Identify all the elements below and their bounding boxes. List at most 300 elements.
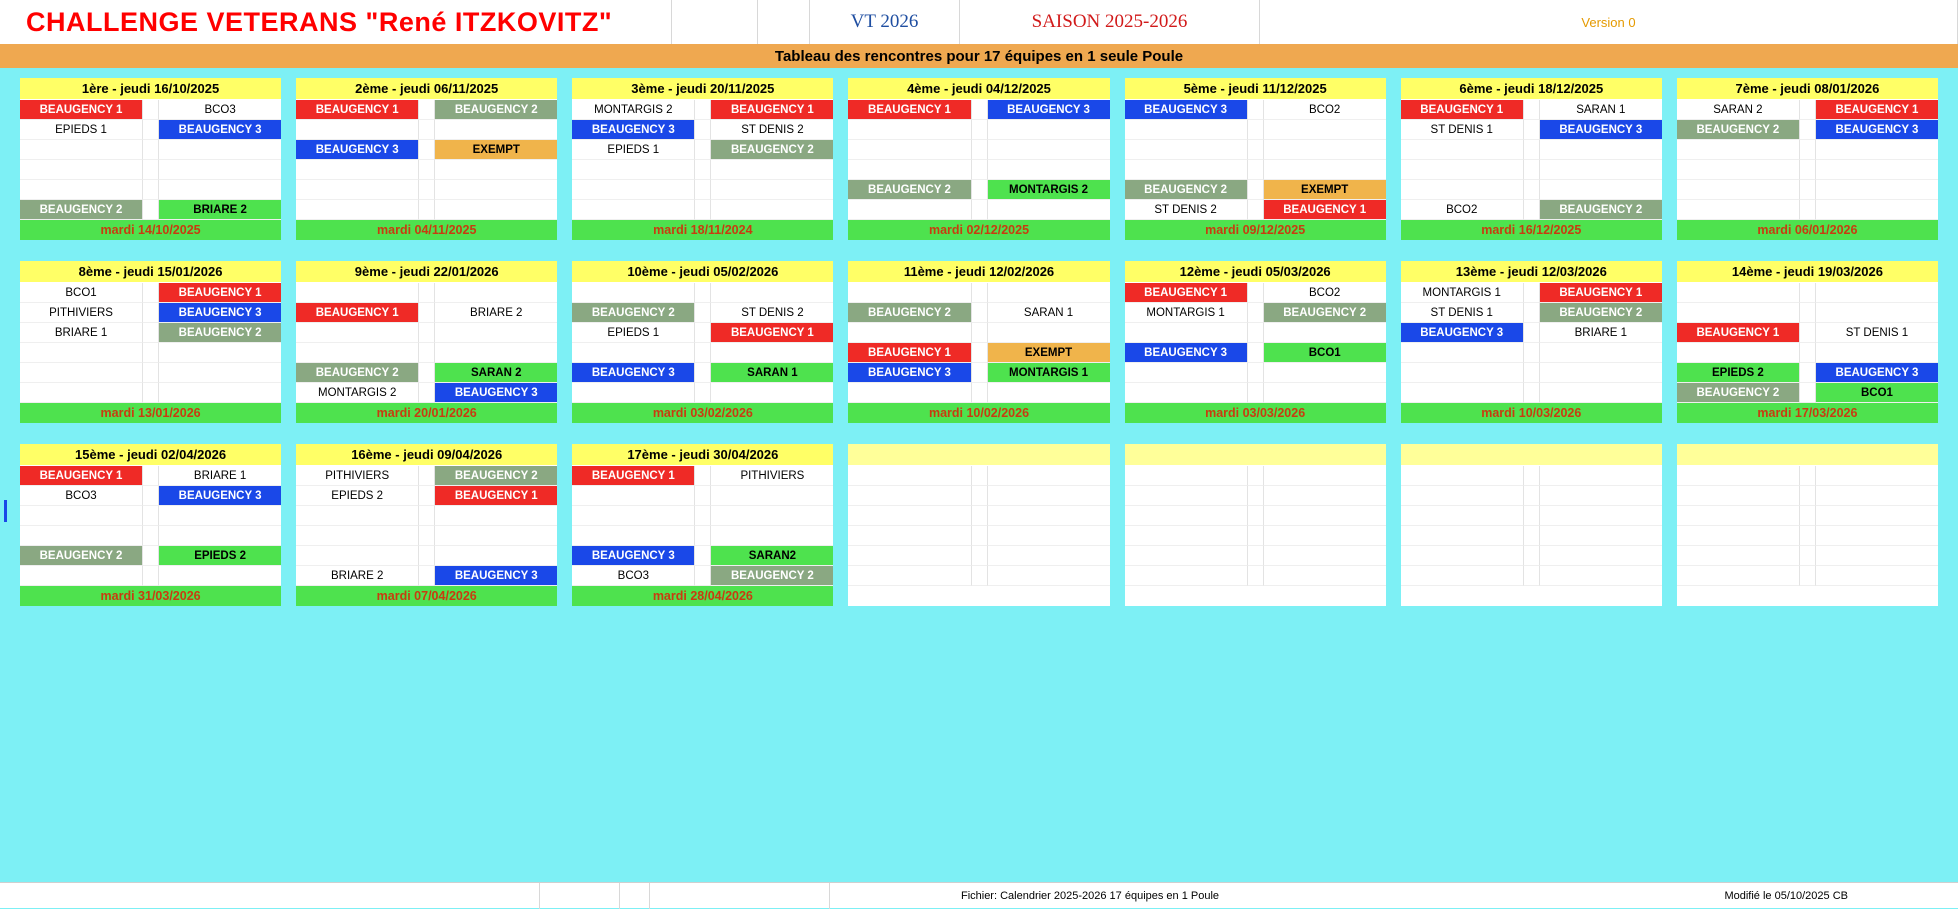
score-cell[interactable] xyxy=(972,180,988,200)
team-cell[interactable] xyxy=(1125,506,1248,526)
team-cell[interactable] xyxy=(1401,383,1524,403)
team-cell[interactable] xyxy=(1125,323,1248,343)
team-cell[interactable]: BEAUGENCY 1 xyxy=(435,486,557,506)
team-cell[interactable]: MONTARGIS 1 xyxy=(988,363,1110,383)
score-cell[interactable] xyxy=(143,323,159,343)
score-cell[interactable] xyxy=(972,323,988,343)
team-cell[interactable]: BEAUGENCY 1 xyxy=(1264,200,1386,220)
team-cell[interactable] xyxy=(296,180,419,200)
team-cell[interactable]: BEAUGENCY 2 xyxy=(1677,383,1800,403)
score-cell[interactable] xyxy=(419,566,435,586)
team-cell[interactable] xyxy=(1677,506,1800,526)
team-cell[interactable] xyxy=(1401,546,1524,566)
team-cell[interactable]: BEAUGENCY 3 xyxy=(159,120,281,140)
score-cell[interactable] xyxy=(1524,200,1540,220)
team-cell[interactable] xyxy=(1264,363,1386,383)
score-cell[interactable] xyxy=(419,486,435,506)
score-cell[interactable] xyxy=(1800,466,1816,486)
score-cell[interactable] xyxy=(1800,486,1816,506)
team-cell[interactable]: BRIARE 2 xyxy=(435,303,557,323)
team-cell[interactable]: BRIARE 1 xyxy=(159,466,281,486)
score-cell[interactable] xyxy=(1248,283,1264,303)
team-cell[interactable] xyxy=(296,283,419,303)
score-cell[interactable] xyxy=(972,546,988,566)
score-cell[interactable] xyxy=(1800,566,1816,586)
team-cell[interactable] xyxy=(848,486,971,506)
team-cell[interactable] xyxy=(1401,466,1524,486)
team-cell[interactable]: ST DENIS 1 xyxy=(1401,303,1524,323)
team-cell[interactable] xyxy=(1816,200,1938,220)
team-cell[interactable]: BEAUGENCY 3 xyxy=(1125,343,1248,363)
team-cell[interactable] xyxy=(848,566,971,586)
team-cell[interactable] xyxy=(848,160,971,180)
team-cell[interactable] xyxy=(1540,160,1662,180)
team-cell[interactable] xyxy=(435,546,557,566)
score-cell[interactable] xyxy=(1248,323,1264,343)
score-cell[interactable] xyxy=(695,140,711,160)
team-cell[interactable]: EXEMPT xyxy=(988,343,1110,363)
team-cell[interactable] xyxy=(1264,506,1386,526)
score-cell[interactable] xyxy=(1800,323,1816,343)
team-cell[interactable] xyxy=(296,526,419,546)
team-cell[interactable]: PITHIVIERS xyxy=(711,466,833,486)
team-cell[interactable]: BEAUGENCY 2 xyxy=(296,363,419,383)
team-cell[interactable] xyxy=(1401,506,1524,526)
team-cell[interactable] xyxy=(1125,160,1248,180)
score-cell[interactable] xyxy=(972,200,988,220)
team-cell[interactable]: BRIARE 1 xyxy=(1540,323,1662,343)
score-cell[interactable] xyxy=(1524,323,1540,343)
team-cell[interactable] xyxy=(1264,383,1386,403)
team-cell[interactable]: SARAN 1 xyxy=(711,363,833,383)
team-cell[interactable] xyxy=(159,566,281,586)
score-cell[interactable] xyxy=(972,363,988,383)
team-cell[interactable] xyxy=(20,506,143,526)
team-cell[interactable]: BEAUGENCY 1 xyxy=(848,100,971,120)
team-cell[interactable] xyxy=(20,180,143,200)
team-cell[interactable] xyxy=(1816,303,1938,323)
team-cell[interactable] xyxy=(848,506,971,526)
score-cell[interactable] xyxy=(1524,343,1540,363)
team-cell[interactable] xyxy=(988,160,1110,180)
team-cell[interactable] xyxy=(20,566,143,586)
team-cell[interactable] xyxy=(1401,363,1524,383)
team-cell[interactable]: BEAUGENCY 3 xyxy=(435,383,557,403)
team-cell[interactable]: BEAUGENCY 1 xyxy=(1677,323,1800,343)
score-cell[interactable] xyxy=(972,160,988,180)
team-cell[interactable]: BEAUGENCY 3 xyxy=(435,566,557,586)
score-cell[interactable] xyxy=(1248,486,1264,506)
score-cell[interactable] xyxy=(419,120,435,140)
team-cell[interactable] xyxy=(1677,303,1800,323)
team-cell[interactable]: BEAUGENCY 2 xyxy=(711,566,833,586)
score-cell[interactable] xyxy=(1524,140,1540,160)
team-cell[interactable] xyxy=(988,323,1110,343)
score-cell[interactable] xyxy=(1524,526,1540,546)
score-cell[interactable] xyxy=(1524,466,1540,486)
team-cell[interactable]: BEAUGENCY 2 xyxy=(1264,303,1386,323)
team-cell[interactable]: BEAUGENCY 1 xyxy=(296,303,419,323)
score-cell[interactable] xyxy=(1800,200,1816,220)
score-cell[interactable] xyxy=(695,343,711,363)
team-cell[interactable] xyxy=(1677,200,1800,220)
team-cell[interactable] xyxy=(435,506,557,526)
team-cell[interactable] xyxy=(1677,546,1800,566)
team-cell[interactable] xyxy=(296,343,419,363)
team-cell[interactable] xyxy=(988,120,1110,140)
team-cell[interactable] xyxy=(1677,180,1800,200)
score-cell[interactable] xyxy=(419,323,435,343)
team-cell[interactable] xyxy=(1816,160,1938,180)
team-cell[interactable] xyxy=(159,343,281,363)
score-cell[interactable] xyxy=(143,546,159,566)
team-cell[interactable]: BEAUGENCY 3 xyxy=(1816,363,1938,383)
team-cell[interactable]: BEAUGENCY 3 xyxy=(1816,120,1938,140)
team-cell[interactable]: BCO2 xyxy=(1401,200,1524,220)
team-cell[interactable] xyxy=(1264,120,1386,140)
score-cell[interactable] xyxy=(695,526,711,546)
team-cell[interactable] xyxy=(20,140,143,160)
score-cell[interactable] xyxy=(695,283,711,303)
score-cell[interactable] xyxy=(143,526,159,546)
team-cell[interactable] xyxy=(435,526,557,546)
score-cell[interactable] xyxy=(419,383,435,403)
team-cell[interactable] xyxy=(1401,343,1524,363)
team-cell[interactable] xyxy=(1816,343,1938,363)
team-cell[interactable] xyxy=(20,160,143,180)
team-cell[interactable]: BEAUGENCY 1 xyxy=(1125,283,1248,303)
team-cell[interactable] xyxy=(572,526,695,546)
team-cell[interactable] xyxy=(435,160,557,180)
team-cell[interactable]: MONTARGIS 2 xyxy=(988,180,1110,200)
team-cell[interactable] xyxy=(20,363,143,383)
score-cell[interactable] xyxy=(143,566,159,586)
team-cell[interactable] xyxy=(988,566,1110,586)
team-cell[interactable]: BEAUGENCY 3 xyxy=(572,120,695,140)
team-cell[interactable] xyxy=(1401,566,1524,586)
team-cell[interactable] xyxy=(711,506,833,526)
score-cell[interactable] xyxy=(972,466,988,486)
team-cell[interactable]: BEAUGENCY 2 xyxy=(848,180,971,200)
score-cell[interactable] xyxy=(1248,100,1264,120)
team-cell[interactable] xyxy=(711,343,833,363)
team-cell[interactable] xyxy=(988,200,1110,220)
team-cell[interactable] xyxy=(1264,323,1386,343)
score-cell[interactable] xyxy=(1524,160,1540,180)
team-cell[interactable] xyxy=(1401,160,1524,180)
team-cell[interactable]: BCO2 xyxy=(1264,283,1386,303)
score-cell[interactable] xyxy=(1800,140,1816,160)
team-cell[interactable] xyxy=(848,120,971,140)
team-cell[interactable]: MONTARGIS 2 xyxy=(572,100,695,120)
team-cell[interactable] xyxy=(1125,526,1248,546)
team-cell[interactable] xyxy=(848,283,971,303)
score-cell[interactable] xyxy=(1524,506,1540,526)
score-cell[interactable] xyxy=(1248,566,1264,586)
team-cell[interactable] xyxy=(711,526,833,546)
team-cell[interactable] xyxy=(1540,180,1662,200)
team-cell[interactable] xyxy=(20,343,143,363)
team-cell[interactable] xyxy=(1264,160,1386,180)
team-cell[interactable] xyxy=(988,526,1110,546)
team-cell[interactable]: BEAUGENCY 1 xyxy=(1816,100,1938,120)
team-cell[interactable] xyxy=(1264,466,1386,486)
score-cell[interactable] xyxy=(419,526,435,546)
score-cell[interactable] xyxy=(695,466,711,486)
team-cell[interactable]: BEAUGENCY 2 xyxy=(1540,303,1662,323)
score-cell[interactable] xyxy=(1800,283,1816,303)
team-cell[interactable] xyxy=(572,200,695,220)
score-cell[interactable] xyxy=(419,466,435,486)
score-cell[interactable] xyxy=(1248,120,1264,140)
score-cell[interactable] xyxy=(419,506,435,526)
team-cell[interactable] xyxy=(159,180,281,200)
team-cell[interactable] xyxy=(848,546,971,566)
score-cell[interactable] xyxy=(419,180,435,200)
team-cell[interactable]: BCO3 xyxy=(20,486,143,506)
team-cell[interactable] xyxy=(159,506,281,526)
team-cell[interactable] xyxy=(1125,383,1248,403)
score-cell[interactable] xyxy=(1800,100,1816,120)
score-cell[interactable] xyxy=(1248,160,1264,180)
team-cell[interactable] xyxy=(296,506,419,526)
team-cell[interactable]: EXEMPT xyxy=(1264,180,1386,200)
team-cell[interactable] xyxy=(435,200,557,220)
score-cell[interactable] xyxy=(1800,303,1816,323)
score-cell[interactable] xyxy=(1524,180,1540,200)
team-cell[interactable] xyxy=(848,140,971,160)
team-cell[interactable]: BEAUGENCY 1 xyxy=(296,100,419,120)
team-cell[interactable]: EPIEDS 1 xyxy=(572,323,695,343)
team-cell[interactable] xyxy=(572,283,695,303)
team-cell[interactable]: BEAUGENCY 3 xyxy=(159,303,281,323)
score-cell[interactable] xyxy=(1800,120,1816,140)
team-cell[interactable]: EPIEDS 2 xyxy=(1677,363,1800,383)
score-cell[interactable] xyxy=(695,200,711,220)
score-cell[interactable] xyxy=(972,140,988,160)
score-cell[interactable] xyxy=(1524,363,1540,383)
score-cell[interactable] xyxy=(695,100,711,120)
team-cell[interactable] xyxy=(1125,566,1248,586)
score-cell[interactable] xyxy=(419,100,435,120)
team-cell[interactable] xyxy=(1677,566,1800,586)
team-cell[interactable]: ST DENIS 1 xyxy=(1816,323,1938,343)
team-cell[interactable] xyxy=(1816,526,1938,546)
score-cell[interactable] xyxy=(695,323,711,343)
team-cell[interactable] xyxy=(988,383,1110,403)
team-cell[interactable]: ST DENIS 2 xyxy=(1125,200,1248,220)
score-cell[interactable] xyxy=(695,180,711,200)
team-cell[interactable]: BRIARE 1 xyxy=(20,323,143,343)
score-cell[interactable] xyxy=(143,303,159,323)
team-cell[interactable]: SARAN 1 xyxy=(1540,100,1662,120)
team-cell[interactable] xyxy=(20,383,143,403)
team-cell[interactable] xyxy=(988,486,1110,506)
score-cell[interactable] xyxy=(1248,363,1264,383)
team-cell[interactable] xyxy=(1540,566,1662,586)
score-cell[interactable] xyxy=(695,160,711,180)
team-cell[interactable]: BEAUGENCY 2 xyxy=(20,200,143,220)
team-cell[interactable]: BEAUGENCY 2 xyxy=(711,140,833,160)
team-cell[interactable] xyxy=(1816,466,1938,486)
score-cell[interactable] xyxy=(695,506,711,526)
team-cell[interactable] xyxy=(1540,343,1662,363)
score-cell[interactable] xyxy=(972,100,988,120)
score-cell[interactable] xyxy=(419,200,435,220)
team-cell[interactable] xyxy=(1540,140,1662,160)
team-cell[interactable] xyxy=(1125,546,1248,566)
team-cell[interactable] xyxy=(572,180,695,200)
team-cell[interactable] xyxy=(20,526,143,546)
team-cell[interactable]: BEAUGENCY 3 xyxy=(572,546,695,566)
team-cell[interactable]: ST DENIS 1 xyxy=(1401,120,1524,140)
score-cell[interactable] xyxy=(143,363,159,383)
score-cell[interactable] xyxy=(1800,383,1816,403)
team-cell[interactable]: BEAUGENCY 1 xyxy=(20,466,143,486)
score-cell[interactable] xyxy=(143,120,159,140)
team-cell[interactable]: BEAUGENCY 2 xyxy=(1677,120,1800,140)
team-cell[interactable] xyxy=(435,180,557,200)
team-cell[interactable]: BEAUGENCY 2 xyxy=(1125,180,1248,200)
score-cell[interactable] xyxy=(972,506,988,526)
team-cell[interactable] xyxy=(711,180,833,200)
score-cell[interactable] xyxy=(695,303,711,323)
score-cell[interactable] xyxy=(1800,546,1816,566)
team-cell[interactable] xyxy=(1125,140,1248,160)
score-cell[interactable] xyxy=(1248,200,1264,220)
team-cell[interactable] xyxy=(1264,526,1386,546)
team-cell[interactable]: SARAN 2 xyxy=(435,363,557,383)
team-cell[interactable]: BEAUGENCY 2 xyxy=(20,546,143,566)
team-cell[interactable] xyxy=(296,120,419,140)
score-cell[interactable] xyxy=(695,383,711,403)
team-cell[interactable] xyxy=(1125,466,1248,486)
team-cell[interactable] xyxy=(572,506,695,526)
team-cell[interactable]: BEAUGENCY 3 xyxy=(1125,100,1248,120)
team-cell[interactable]: BEAUGENCY 3 xyxy=(1401,323,1524,343)
score-cell[interactable] xyxy=(972,283,988,303)
team-cell[interactable] xyxy=(435,323,557,343)
score-cell[interactable] xyxy=(1248,526,1264,546)
team-cell[interactable] xyxy=(848,383,971,403)
score-cell[interactable] xyxy=(1248,546,1264,566)
team-cell[interactable] xyxy=(988,466,1110,486)
team-cell[interactable] xyxy=(159,526,281,546)
score-cell[interactable] xyxy=(695,546,711,566)
score-cell[interactable] xyxy=(972,486,988,506)
team-cell[interactable]: ST DENIS 2 xyxy=(711,303,833,323)
score-cell[interactable] xyxy=(143,140,159,160)
team-cell[interactable] xyxy=(435,120,557,140)
team-cell[interactable]: BEAUGENCY 3 xyxy=(988,100,1110,120)
team-cell[interactable] xyxy=(159,383,281,403)
team-cell[interactable]: BCO1 xyxy=(1264,343,1386,363)
team-cell[interactable]: BEAUGENCY 1 xyxy=(711,100,833,120)
team-cell[interactable] xyxy=(1540,506,1662,526)
score-cell[interactable] xyxy=(143,283,159,303)
score-cell[interactable] xyxy=(972,526,988,546)
score-cell[interactable] xyxy=(972,343,988,363)
team-cell[interactable] xyxy=(1401,486,1524,506)
team-cell[interactable]: BEAUGENCY 3 xyxy=(296,140,419,160)
team-cell[interactable]: BCO3 xyxy=(159,100,281,120)
team-cell[interactable] xyxy=(572,160,695,180)
team-cell[interactable]: BRIARE 2 xyxy=(159,200,281,220)
score-cell[interactable] xyxy=(695,486,711,506)
team-cell[interactable] xyxy=(1401,180,1524,200)
team-cell[interactable]: BEAUGENCY 3 xyxy=(1540,120,1662,140)
team-cell[interactable]: EPIEDS 1 xyxy=(572,140,695,160)
team-cell[interactable] xyxy=(1125,120,1248,140)
team-cell[interactable] xyxy=(848,323,971,343)
score-cell[interactable] xyxy=(419,160,435,180)
team-cell[interactable]: PITHIVIERS xyxy=(20,303,143,323)
team-cell[interactable] xyxy=(711,486,833,506)
team-cell[interactable]: EXEMPT xyxy=(435,140,557,160)
team-cell[interactable] xyxy=(1677,283,1800,303)
score-cell[interactable] xyxy=(143,466,159,486)
score-cell[interactable] xyxy=(419,546,435,566)
score-cell[interactable] xyxy=(143,100,159,120)
team-cell[interactable]: BEAUGENCY 2 xyxy=(435,100,557,120)
team-cell[interactable]: BEAUGENCY 1 xyxy=(20,100,143,120)
team-cell[interactable] xyxy=(711,160,833,180)
score-cell[interactable] xyxy=(1524,100,1540,120)
team-cell[interactable]: BCO1 xyxy=(1816,383,1938,403)
team-cell[interactable]: EPIEDS 2 xyxy=(296,486,419,506)
team-cell[interactable]: BEAUGENCY 1 xyxy=(1401,100,1524,120)
team-cell[interactable] xyxy=(1816,140,1938,160)
score-cell[interactable] xyxy=(1248,180,1264,200)
team-cell[interactable]: ST DENIS 2 xyxy=(711,120,833,140)
team-cell[interactable]: BEAUGENCY 2 xyxy=(1540,200,1662,220)
score-cell[interactable] xyxy=(1248,303,1264,323)
team-cell[interactable] xyxy=(1677,526,1800,546)
score-cell[interactable] xyxy=(419,283,435,303)
team-cell[interactable] xyxy=(1540,383,1662,403)
team-cell[interactable] xyxy=(848,526,971,546)
team-cell[interactable]: BEAUGENCY 1 xyxy=(711,323,833,343)
team-cell[interactable] xyxy=(159,140,281,160)
team-cell[interactable] xyxy=(1540,466,1662,486)
score-cell[interactable] xyxy=(143,200,159,220)
score-cell[interactable] xyxy=(1524,486,1540,506)
team-cell[interactable]: BEAUGENCY 3 xyxy=(159,486,281,506)
team-cell[interactable] xyxy=(1816,546,1938,566)
team-cell[interactable] xyxy=(1125,363,1248,383)
team-cell[interactable] xyxy=(435,343,557,363)
score-cell[interactable] xyxy=(1524,383,1540,403)
team-cell[interactable]: BEAUGENCY 1 xyxy=(572,466,695,486)
team-cell[interactable]: PITHIVIERS xyxy=(296,466,419,486)
team-cell[interactable]: BEAUGENCY 3 xyxy=(572,363,695,383)
team-cell[interactable]: BCO3 xyxy=(572,566,695,586)
score-cell[interactable] xyxy=(1800,526,1816,546)
team-cell[interactable]: SARAN2 xyxy=(711,546,833,566)
team-cell[interactable] xyxy=(988,283,1110,303)
team-cell[interactable] xyxy=(1816,566,1938,586)
team-cell[interactable] xyxy=(1401,140,1524,160)
team-cell[interactable]: BEAUGENCY 2 xyxy=(848,303,971,323)
team-cell[interactable]: BEAUGENCY 2 xyxy=(435,466,557,486)
score-cell[interactable] xyxy=(1524,566,1540,586)
team-cell[interactable] xyxy=(296,200,419,220)
score-cell[interactable] xyxy=(1248,343,1264,363)
team-cell[interactable] xyxy=(1264,140,1386,160)
score-cell[interactable] xyxy=(1524,303,1540,323)
team-cell[interactable] xyxy=(848,200,971,220)
score-cell[interactable] xyxy=(143,160,159,180)
